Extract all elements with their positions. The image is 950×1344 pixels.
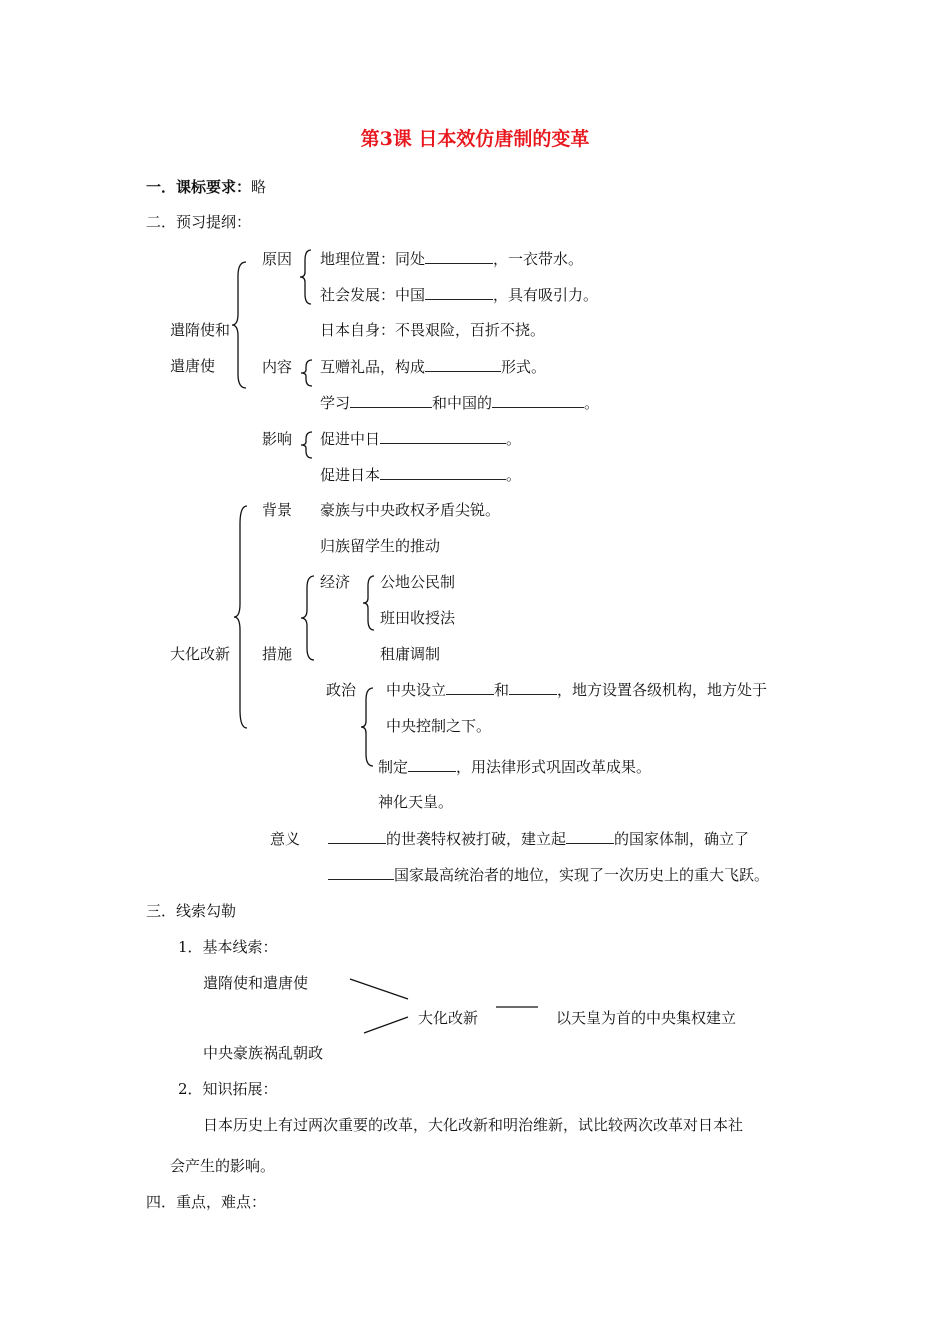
content-line-2-text: 学习 bbox=[320, 394, 351, 412]
reason-line-2-text: 社会发展：中国 bbox=[320, 286, 426, 304]
content-line-1-tail: 形式。 bbox=[501, 358, 547, 376]
politics-line-1 bbox=[386, 680, 767, 700]
clue-left-bottom: 中央豪族祸乱朝政 bbox=[203, 1044, 324, 1062]
section-1 bbox=[146, 177, 266, 197]
blank[interactable] bbox=[408, 757, 456, 772]
impact-line-2 bbox=[320, 465, 521, 485]
politics-brace bbox=[360, 688, 378, 766]
politics-line-4: 神化天皇。 bbox=[378, 793, 454, 811]
blank[interactable] bbox=[380, 465, 506, 480]
content-line-2-mid: 和中国的 bbox=[432, 394, 493, 412]
section-2-label: 二．预习提纲： bbox=[146, 213, 252, 231]
politics-line-3 bbox=[378, 757, 651, 777]
content-line-2 bbox=[320, 393, 599, 413]
envoys-topic-line2: 遣唐使 bbox=[170, 357, 216, 375]
politics-line-3-text: 制定 bbox=[378, 758, 409, 776]
section-3-sub-2: 2．知识拓展： bbox=[178, 1080, 278, 1098]
meaning-line-2 bbox=[328, 865, 769, 885]
reason-line-1-text: 地理位置：同处 bbox=[320, 250, 426, 268]
politics-label: 政治 bbox=[326, 681, 357, 699]
blank[interactable] bbox=[492, 393, 584, 408]
background-line-1: 豪族与中央政权矛盾尖锐。 bbox=[320, 501, 501, 519]
blank[interactable] bbox=[328, 865, 394, 880]
reason-line-1 bbox=[320, 249, 583, 269]
politics-line-1-text: 中央设立 bbox=[386, 681, 447, 699]
meaning-line-1 bbox=[328, 829, 749, 849]
content-line-1-text: 互赠礼品，构成 bbox=[320, 358, 426, 376]
section-3-label: 三．线索勾勒 bbox=[146, 902, 237, 920]
background-line-2: 归族留学生的推动 bbox=[320, 537, 441, 555]
measures-brace bbox=[300, 576, 320, 660]
politics-line-2: 中央控制之下。 bbox=[386, 717, 492, 735]
blank[interactable] bbox=[425, 285, 493, 300]
politics-line-1-and: 和 bbox=[494, 681, 510, 699]
impact-line-2-text: 促进日本 bbox=[320, 466, 381, 484]
meaning-line-1-tail: 的国家体制，确立了 bbox=[614, 830, 750, 848]
reason-brace bbox=[299, 250, 315, 304]
blank[interactable] bbox=[328, 829, 386, 844]
content-label: 内容 bbox=[262, 358, 293, 376]
meaning-label: 意义 bbox=[270, 830, 301, 848]
economy-item-1: 公地公民制 bbox=[380, 573, 456, 591]
meaning-line-1-text: 的世袭特权被打破，建立起 bbox=[386, 830, 567, 848]
economy-item-2: 班田收授法 bbox=[380, 609, 456, 627]
impact-label: 影响 bbox=[262, 430, 293, 448]
content-line-2-tail: 。 bbox=[584, 394, 600, 412]
section-1-label: 一．课标要求： bbox=[146, 178, 252, 196]
taika-brace bbox=[232, 506, 252, 728]
reason-line-2-tail: ，具有吸引力。 bbox=[493, 286, 599, 304]
reason-line-1-tail: ，一衣带水。 bbox=[493, 250, 584, 268]
section-3-sub-1: 1．基本线索： bbox=[178, 938, 278, 956]
clue-right: 以天皇为首的中央集权建立 bbox=[556, 1009, 737, 1027]
blank[interactable] bbox=[350, 393, 432, 408]
economy-label: 经济 bbox=[320, 573, 351, 591]
envoys-topic-line1: 遣隋使和 bbox=[170, 321, 231, 339]
envoys-brace bbox=[230, 262, 254, 388]
clue-connectors bbox=[340, 975, 550, 1039]
impact-brace bbox=[300, 432, 316, 458]
blank[interactable] bbox=[566, 829, 614, 844]
content-brace bbox=[300, 360, 316, 386]
economy-item-3: 租庸调制 bbox=[380, 645, 441, 663]
politics-line-1-tail: ，地方设置各级机构，地方处于 bbox=[557, 681, 768, 699]
politics-line-3-tail: ，用法律形式巩固改革成果。 bbox=[456, 758, 652, 776]
reason-label: 原因 bbox=[262, 250, 293, 268]
background-label: 背景 bbox=[262, 501, 293, 519]
impact-line-1-text: 促进中日 bbox=[320, 430, 381, 448]
page-title: 第3课 日本效仿唐制的变革 bbox=[360, 128, 590, 150]
clue-middle: 大化改新 bbox=[418, 1009, 479, 1027]
blank[interactable] bbox=[380, 429, 506, 444]
clue-left-top: 遣隋使和遣唐使 bbox=[203, 974, 309, 992]
section-4-label: 四．重点，难点： bbox=[146, 1193, 267, 1211]
measures-label: 措施 bbox=[262, 645, 293, 663]
impact-line-1-tail: 。 bbox=[506, 430, 522, 448]
blank[interactable] bbox=[446, 680, 494, 695]
reason-line-3: 日本自身：不畏艰险，百折不挠。 bbox=[320, 321, 546, 339]
reason-line-2 bbox=[320, 285, 598, 305]
section-3-paragraph-line-1: 日本历史上有过两次重要的改革，大化改新和明治维新，试比较两次改革对日本社 bbox=[203, 1116, 744, 1134]
impact-line-1 bbox=[320, 429, 521, 449]
meaning-line-2-text: 国家最高统治者的地位，实现了一次历史上的重大飞跃。 bbox=[394, 866, 770, 884]
economy-brace bbox=[362, 576, 378, 630]
section-1-value: 略 bbox=[251, 178, 267, 196]
content-line-1 bbox=[320, 357, 546, 377]
section-3-paragraph-line-2: 会产生的影响。 bbox=[170, 1157, 276, 1175]
taika-topic: 大化改新 bbox=[170, 645, 231, 663]
blank[interactable] bbox=[509, 680, 557, 695]
blank[interactable] bbox=[425, 249, 493, 264]
blank[interactable] bbox=[425, 357, 501, 372]
impact-line-2-tail: 。 bbox=[506, 466, 522, 484]
